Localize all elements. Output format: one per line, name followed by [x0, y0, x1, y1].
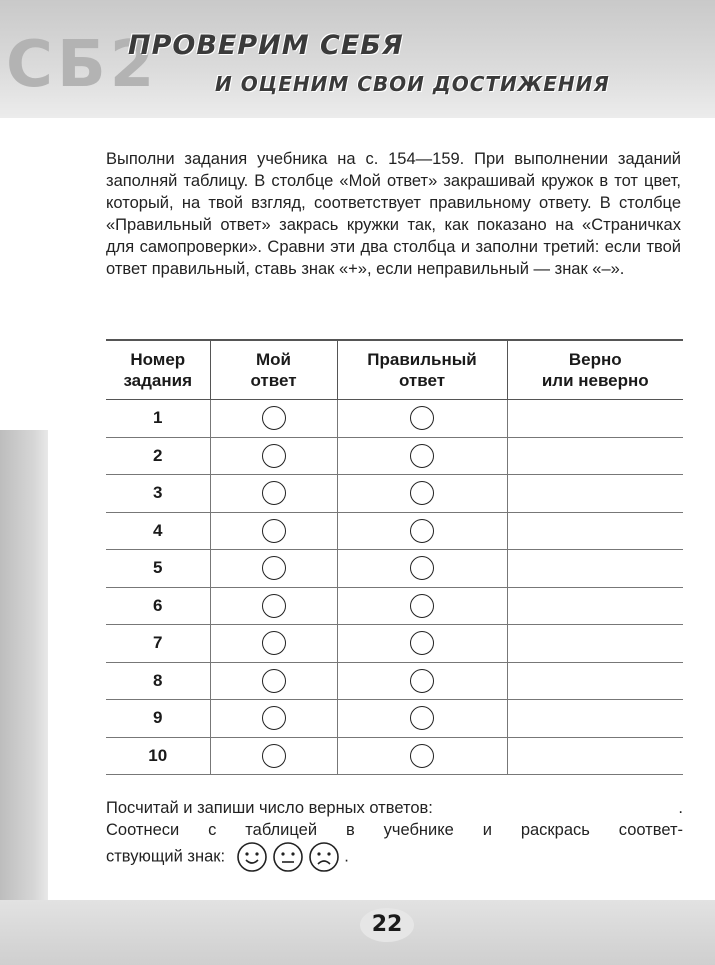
table-row — [106, 700, 683, 738]
count-line-end: . — [678, 799, 683, 817]
correct-answer-cell — [337, 512, 507, 550]
my-answer-cell — [210, 475, 337, 513]
table-row — [106, 625, 683, 663]
header-result: Верно или неверно — [507, 340, 683, 400]
faces-line — [106, 841, 683, 873]
result-cell[interactable] — [507, 437, 683, 475]
correct-answer-circle[interactable] — [410, 669, 434, 693]
task-number: 6 — [106, 587, 210, 625]
correct-answer-cell — [337, 662, 507, 700]
correct-answer-circle[interactable] — [410, 481, 434, 505]
my-answer-cell — [210, 625, 337, 663]
count-prompt: Посчитай и запиши число верных ответов: — [106, 799, 433, 817]
table-row — [106, 400, 683, 438]
my-answer-circle[interactable] — [262, 669, 286, 693]
table-row — [106, 737, 683, 775]
result-cell[interactable] — [507, 400, 683, 438]
result-cell[interactable] — [507, 550, 683, 588]
correct-answer-circle[interactable] — [410, 556, 434, 580]
correct-answer-circle[interactable] — [410, 744, 434, 768]
task-number: 5 — [106, 550, 210, 588]
my-answer-cell — [210, 587, 337, 625]
my-answer-circle[interactable] — [262, 481, 286, 505]
answers-table — [106, 339, 683, 775]
my-answer-cell — [210, 512, 337, 550]
task-number: 10 — [106, 737, 210, 775]
correct-answer-cell — [337, 737, 507, 775]
table-row — [106, 512, 683, 550]
task-number: 8 — [106, 662, 210, 700]
count-line — [106, 797, 683, 819]
result-cell[interactable] — [507, 512, 683, 550]
table-row — [106, 475, 683, 513]
correct-answer-circle[interactable] — [410, 706, 434, 730]
my-answer-circle[interactable] — [262, 631, 286, 655]
smiley-neutral-icon[interactable] — [272, 841, 304, 873]
correct-answer-circle[interactable] — [410, 406, 434, 430]
table-row — [106, 437, 683, 475]
left-decoration — [0, 430, 48, 965]
correct-answer-cell — [337, 475, 507, 513]
my-answer-cell — [210, 737, 337, 775]
smiley-happy-icon[interactable] — [236, 841, 268, 873]
correct-answer-cell — [337, 437, 507, 475]
page-subtitle: И ОЦЕНИМ СВОИ ДОСТИЖЕНИЯ — [215, 72, 610, 96]
my-answer-cell — [210, 400, 337, 438]
my-answer-circle[interactable] — [262, 594, 286, 618]
correct-answer-circle[interactable] — [410, 594, 434, 618]
table-row — [106, 550, 683, 588]
page-number: 22 — [360, 908, 414, 942]
faces-prompt: ствующий знак: — [106, 847, 226, 866]
task-number: 9 — [106, 700, 210, 738]
compare-line: Соотнеси с таблицей в учебнике и раскрась соответ- — [106, 821, 683, 839]
instructions — [106, 148, 681, 280]
bottom-decoration — [0, 900, 715, 965]
task-number: 1 — [106, 400, 210, 438]
header-task-number: Номер задания — [106, 340, 210, 400]
correct-answer-cell — [337, 700, 507, 738]
header-watermark: СБ2 — [6, 28, 159, 102]
my-answer-cell — [210, 550, 337, 588]
task-number: 7 — [106, 625, 210, 663]
my-answer-circle[interactable] — [262, 744, 286, 768]
my-answer-cell — [210, 437, 337, 475]
result-cell[interactable] — [507, 475, 683, 513]
my-answer-circle[interactable] — [262, 519, 286, 543]
result-cell[interactable] — [507, 662, 683, 700]
correct-answer-circle[interactable] — [410, 519, 434, 543]
page-title: ПРОВЕРИМ СЕБЯ — [128, 30, 404, 61]
table-row — [106, 662, 683, 700]
my-answer-circle[interactable] — [262, 706, 286, 730]
correct-answer-cell — [337, 625, 507, 663]
result-cell[interactable] — [507, 625, 683, 663]
faces-group — [236, 841, 340, 873]
task-number: 3 — [106, 475, 210, 513]
my-answer-circle[interactable] — [262, 406, 286, 430]
table-row — [106, 587, 683, 625]
my-answer-cell — [210, 700, 337, 738]
smiley-sad-icon[interactable] — [308, 841, 340, 873]
instructions-text: Выполни задания учебника на с. 154—159. При выполнении заданий заполняй таблицу. В столбце «Мой ответ» закрашивай кружок в тот цвет, который, на твой взгляд, соответствует правильному ответу. В столбце «Правильный ответ» закрась кружки так, как показано на «Страничках для самопроверки». Сравни эти два столбца и заполни третий: если твой ответ правильный, ставь знак «+», если неправильный — знак «–». — [106, 150, 681, 278]
correct-answer-cell — [337, 587, 507, 625]
correct-answer-cell — [337, 400, 507, 438]
header-correct-answer: Правильный ответ — [337, 340, 507, 400]
my-answer-cell — [210, 662, 337, 700]
result-cell[interactable] — [507, 737, 683, 775]
result-cell[interactable] — [507, 587, 683, 625]
correct-answer-circle[interactable] — [410, 631, 434, 655]
header-my-answer: Мой ответ — [210, 340, 337, 400]
task-number: 4 — [106, 512, 210, 550]
my-answer-circle[interactable] — [262, 444, 286, 468]
faces-line-end: . — [344, 847, 349, 866]
my-answer-circle[interactable] — [262, 556, 286, 580]
table-header-row — [106, 340, 683, 400]
correct-answer-cell — [337, 550, 507, 588]
result-cell[interactable] — [507, 700, 683, 738]
task-number: 2 — [106, 437, 210, 475]
correct-answer-circle[interactable] — [410, 444, 434, 468]
footer-instructions — [106, 797, 683, 873]
